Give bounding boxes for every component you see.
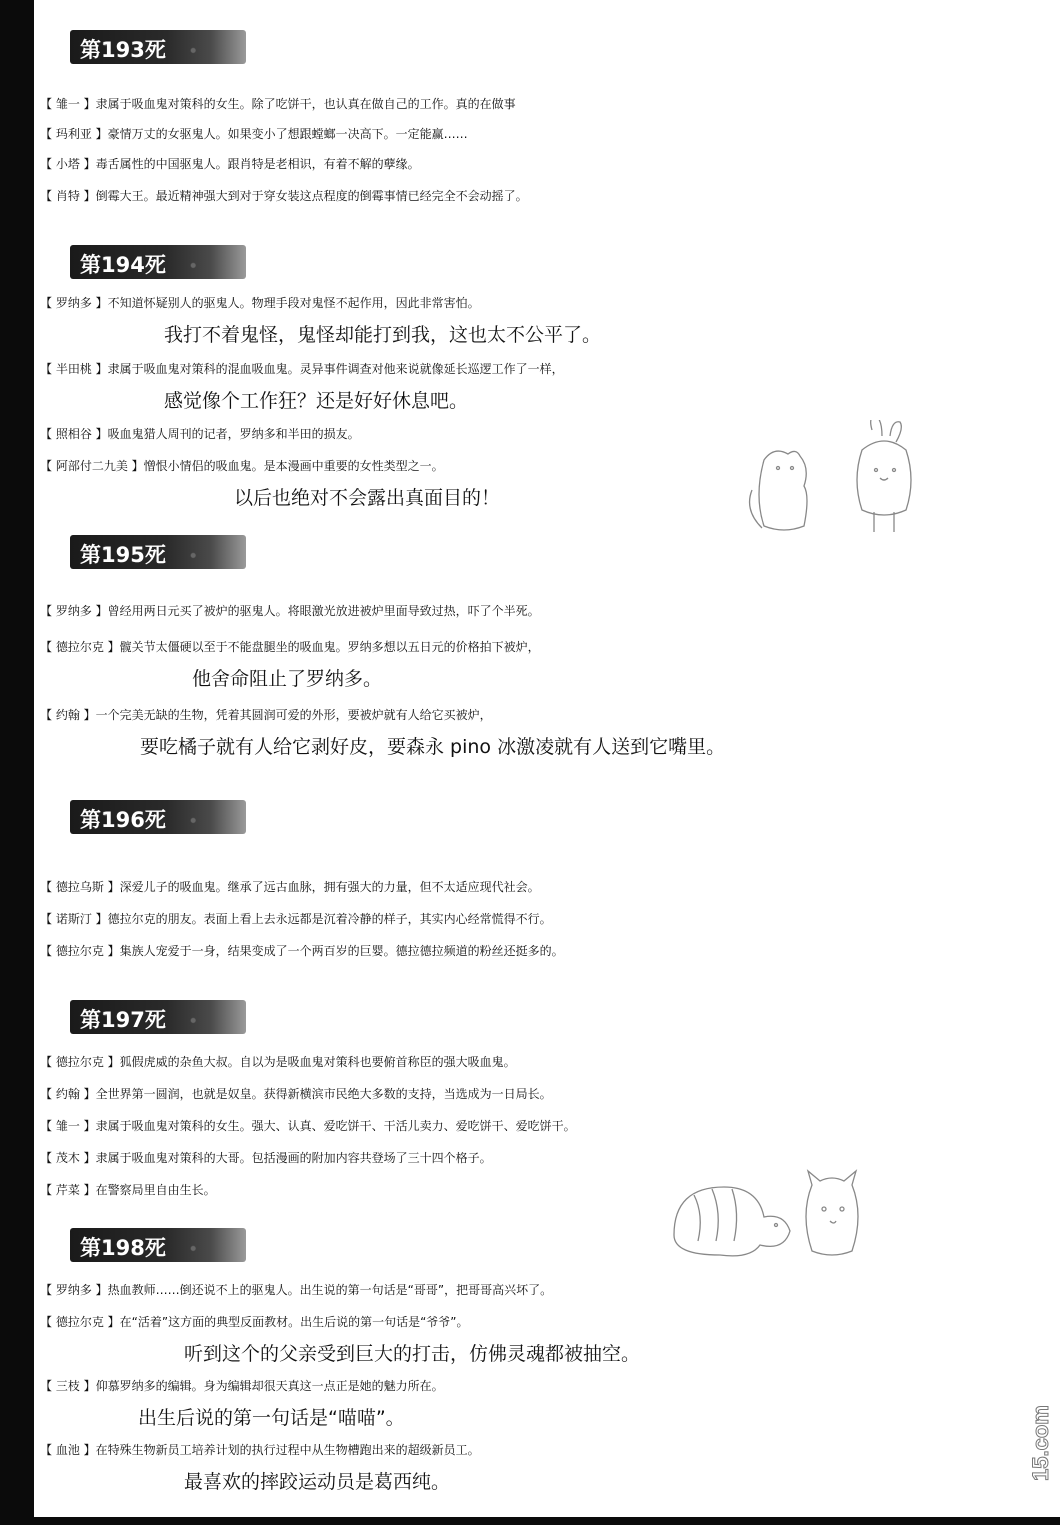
character-entry	[40, 937, 1060, 965]
character-name: 【 小塔 】	[40, 157, 96, 171]
character-description: 狐假虎威的杂鱼大叔。自以为是吸血鬼对策科也要俯首称臣的强大吸血鬼。	[119, 1055, 516, 1069]
character-entry	[40, 905, 1060, 933]
character-name: 【 半田桃 】	[40, 362, 108, 376]
character-name: 【 玛利亚 】	[40, 127, 108, 141]
character-name: 【 血池 】	[40, 1443, 96, 1457]
character-entry	[40, 1372, 1060, 1400]
character-description: 一个完美无缺的生物，凭着其圆润可爱的外形，要被炉就有人给它买被炉，	[95, 708, 492, 722]
character-description: 隶属于吸血鬼对策科的大哥。包括漫画的附加内容共登场了三十四个格子。	[95, 1151, 492, 1165]
character-description: 吸血鬼猎人周刊的记者，罗纳多和半田的损友。	[107, 427, 360, 441]
character-entry	[40, 1176, 1060, 1204]
character-name: 【 芹菜 】	[40, 1183, 96, 1197]
character-description: 仰慕罗纳多的编辑。身为编辑却很天真这一点正是她的魅力所在。	[95, 1379, 444, 1393]
chapter-badge	[70, 535, 246, 569]
character-description: 在警察局里自由生长。	[95, 1183, 216, 1197]
character-name: 【 照相谷 】	[40, 427, 108, 441]
character-name: 【 罗纳多 】	[40, 604, 108, 618]
character-description: 隶属于吸血鬼对策科的混血吸血鬼。灵异事件调查对他来说就像延长巡逻工作了一样，	[107, 362, 564, 376]
character-entry	[40, 289, 1060, 317]
character-description: 热血教师……倒还说不上的驱鬼人。出生说的第一句话是“哥哥”，把哥哥高兴坏了。	[107, 1283, 553, 1297]
character-entry	[40, 182, 1060, 210]
chapter-badge	[70, 800, 246, 834]
character-name: 【 德拉尔克 】	[40, 944, 120, 958]
character-description: 不知道怀疑别人的驱鬼人。物理手段对鬼怪不起作用，因此非常害怕。	[107, 296, 480, 310]
chapter-title: 第197死	[80, 1008, 166, 1032]
character-entry	[40, 1308, 1060, 1336]
character-name: 【 雏一 】	[40, 97, 96, 111]
character-name: 【 罗纳多 】	[40, 296, 108, 310]
character-name: 【 德拉尔克 】	[40, 640, 120, 654]
character-description: 集族人宠爱于一身，结果变成了一个两百岁的巨婴。德拉德拉频道的粉丝还挺多的。	[119, 944, 564, 958]
site-watermark	[1024, 1335, 1058, 1485]
character-name: 【 阿部付二九美 】	[40, 459, 144, 473]
description-continuation: 感觉像个工作狂？还是好好休息吧。	[164, 390, 469, 412]
description-continuation: 最喜欢的摔跤运动员是葛西纯。	[184, 1471, 451, 1493]
character-name: 【 诺斯汀 】	[40, 912, 108, 926]
character-description: 德拉尔克的朋友。表面上看上去永远都是沉着冷静的样子，其实内心经常慌得不行。	[107, 912, 552, 926]
site-logo-icon	[1024, 1335, 1058, 1485]
description-continuation: 出生后说的第一句话是“喵喵”。	[138, 1407, 405, 1429]
character-name: 【 茂木 】	[40, 1151, 96, 1165]
character-description: 毒舌属性的中国驱鬼人。跟肖特是老相识，有着不解的孽缘。	[95, 157, 420, 171]
description-continuation: 以后也绝对不会露出真面目的！	[234, 487, 501, 509]
armadillo-blob-doodle-icon	[654, 1165, 894, 1265]
page-content	[34, 0, 1060, 1517]
character-entry	[40, 150, 1060, 178]
character-description: 隶属于吸血鬼对策科的女生。除了吃饼干，也认真在做自己的工作。真的在做事	[95, 97, 516, 111]
character-entry	[40, 1112, 1060, 1140]
character-description: 全世界第一圆润，也就是奴皇。获得新横滨市民绝大多数的支持，当选成为一日局长。	[95, 1087, 552, 1101]
chapter-title: 第193死	[80, 38, 166, 62]
character-description: 在特殊生物新员工培养计划的执行过程中从生物槽跑出来的超级新员工。	[95, 1443, 480, 1457]
chapter-badge	[70, 1000, 246, 1034]
character-name: 【 德拉乌斯 】	[40, 880, 120, 894]
character-entry	[40, 1436, 1060, 1464]
character-entry	[40, 1048, 1060, 1076]
chapter-title: 第198死	[80, 1236, 166, 1260]
character-entry	[40, 120, 1060, 148]
character-entry	[40, 633, 1060, 661]
character-entry	[40, 597, 1060, 625]
character-name: 【 约翰 】	[40, 708, 96, 722]
chapter-title: 第196死	[80, 808, 166, 832]
character-name: 【 三枝 】	[40, 1379, 96, 1393]
character-description: 在“活着”这方面的典型反面教材。出生后说的第一句话是“爷爷”。	[119, 1315, 469, 1329]
cat-rabbit-doodle-icon	[734, 420, 934, 550]
character-entry	[40, 701, 1060, 729]
chapter-title: 第195死	[80, 543, 166, 567]
character-description: 曾经用两日元买了被炉的驱鬼人。将眼激光放进被炉里面导致过热，吓了个半死。	[107, 604, 540, 618]
character-entry	[40, 355, 1060, 383]
character-name: 【 肖特 】	[40, 189, 96, 203]
description-continuation: 我打不着鬼怪，鬼怪却能打到我，这也太不公平了。	[164, 324, 602, 346]
character-name: 【 罗纳多 】	[40, 1283, 108, 1297]
character-description: 豪情万丈的女驱鬼人。如果变小了想跟螳螂一决高下。一定能赢……	[107, 127, 468, 141]
character-name: 【 约翰 】	[40, 1087, 96, 1101]
character-name: 【 雏一 】	[40, 1119, 96, 1133]
chapter-badge	[70, 30, 246, 64]
description-continuation: 要吃橘子就有人给它剥好皮，要森永 pino 冰激凌就有人送到它嘴里。	[140, 736, 726, 758]
character-description: 隶属于吸血鬼对策科的女生。强大、认真、爱吃饼干、干活儿卖力、爱吃饼干、爱吃饼干。	[95, 1119, 576, 1133]
character-entry	[40, 1080, 1060, 1108]
character-name: 【 德拉尔克 】	[40, 1055, 120, 1069]
character-description: 深爱儿子的吸血鬼。继承了远古血脉，拥有强大的力量，但不太适应现代社会。	[119, 880, 540, 894]
character-entry	[40, 1276, 1060, 1304]
character-description: 憎恨小情侣的吸血鬼。是本漫画中重要的女性类型之一。	[143, 459, 444, 473]
character-name: 【 德拉尔克 】	[40, 1315, 120, 1329]
chapter-badge	[70, 1228, 246, 1262]
description-continuation: 听到这个的父亲受到巨大的打击，仿佛灵魂都被抽空。	[184, 1343, 641, 1365]
character-description: 倒霉大王。最近精神强大到对于穿女装这点程度的倒霉事情已经完全不会动摇了。	[95, 189, 528, 203]
character-entry	[40, 90, 1060, 118]
chapter-badge	[70, 245, 246, 279]
character-entry	[40, 873, 1060, 901]
page-left-border	[0, 0, 34, 1525]
watermark-text: 15.com	[1028, 1405, 1053, 1481]
page-bottom-border	[0, 1517, 1060, 1525]
chapter-title: 第194死	[80, 253, 166, 277]
character-entry	[40, 1144, 1060, 1172]
character-description: 髋关节太僵硬以至于不能盘腿坐的吸血鬼。罗纳多想以五日元的价格拍下被炉，	[119, 640, 540, 654]
description-continuation: 他舍命阻止了罗纳多。	[192, 668, 383, 690]
